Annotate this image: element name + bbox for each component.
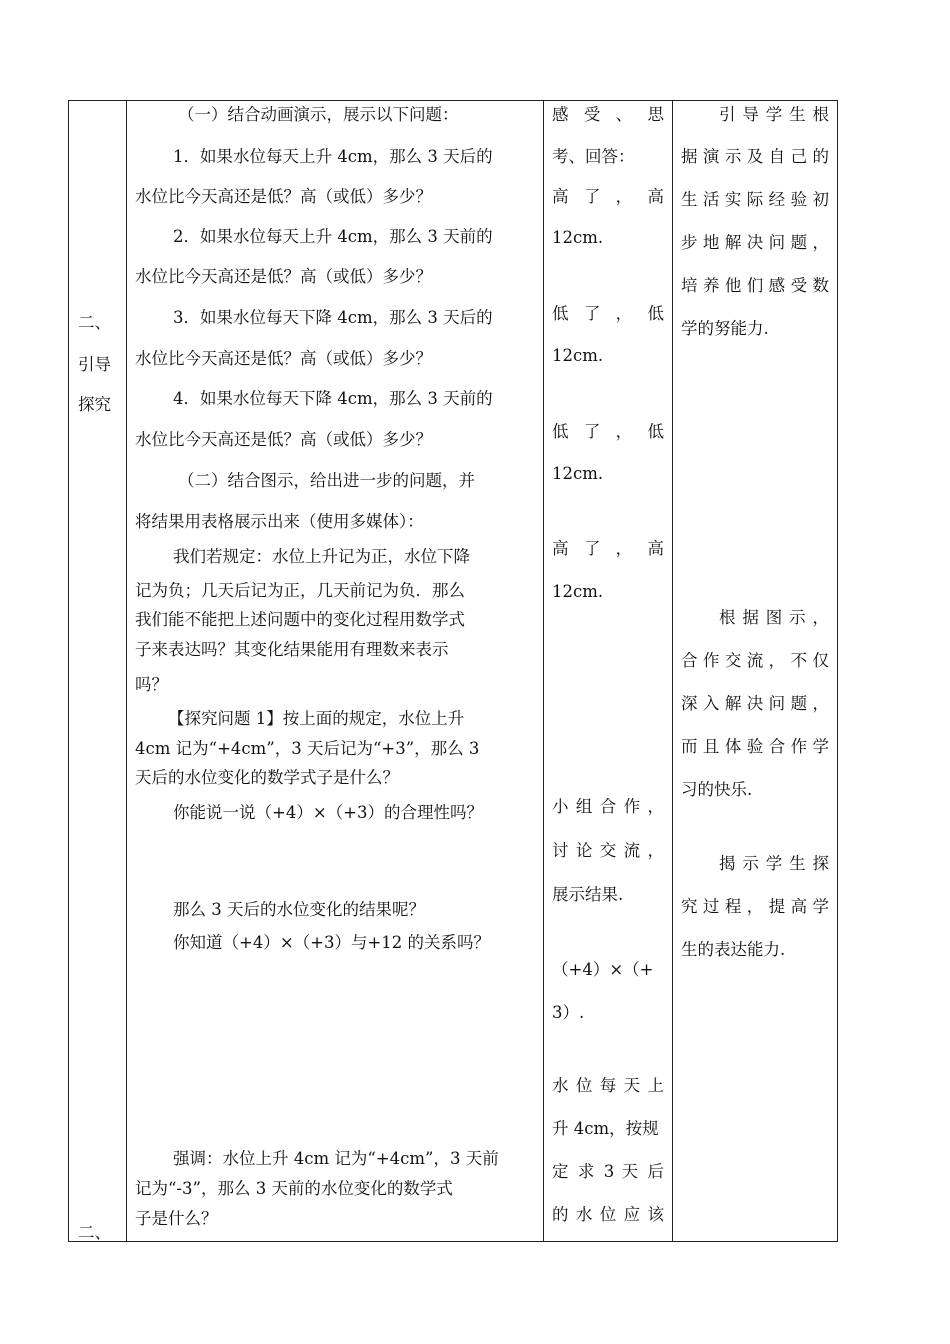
content-line: （二）结合图示，给出进一步的问题，并 [178,471,475,490]
stage-column [69,101,126,1241]
intent-line: 培 养 他 们 感 受 数 [681,276,829,295]
content-line: 子是什么？ [135,1209,218,1228]
content-column [126,101,543,1241]
content-line: 4cm 记为“+4cm”，3 天后记为“+3”，那么 3 [135,739,480,758]
content-line: （一）结合动画演示，展示以下问题： [178,105,459,124]
content-line: 水位比今天高还是低？高（或低）多少？ [135,267,432,286]
stage-label-line: 二、 [78,313,111,332]
intent-line: 学的努能力. [681,319,769,338]
content-line: 我们能不能把上述问题中的变化过程用数学式 [135,610,465,629]
intent-line: 生的表达能力. [681,940,786,959]
student-line: 感 受 、 思 [552,105,664,124]
content-line: 你知道（+4）×（+3）与+12 的关系吗？ [173,933,491,952]
design-intent-column [672,101,839,1241]
stage-label-bottom: 二、 [78,1223,111,1241]
student-line: 的 水 位 应 该 [552,1205,664,1224]
student-line: （+4）×（+ [552,960,654,979]
student-line: 水 位 每 天 上 [552,1076,664,1095]
content-line: 水位比今天高还是低？高（或低）多少？ [135,430,432,449]
intent-line: 步 地 解 决 问 题 ， [681,233,829,252]
student-line: 考、回答： [552,147,635,166]
lesson-plan-table [68,100,838,1242]
content-line: 记为负；几天后记为正，几天前记为负．那么 [135,581,465,600]
student-line: 低 了 ， 低 [552,422,664,441]
student-line: 低 了 ， 低 [552,304,664,323]
content-line: 你能说一说（+4）×（+3）的合理性吗？ [173,803,483,822]
student-line: 12cm. [552,582,604,601]
content-line: 强调：水位上升 4cm 记为“+4cm”，3 天前 [173,1149,499,1168]
content-line: 水位比今天高还是低？高（或低）多少？ [135,349,432,368]
student-line: 高 了 ， 高 [552,539,664,558]
intent-line: 究 过 程 ， 提 高 学 [681,897,829,916]
intent-line: 引 导 学 生 根 [719,105,829,124]
intent-line: 而 且 体 验 合 作 学 [681,737,829,756]
student-line: 定 求 3 天 后 [552,1162,664,1181]
content-line: 1．如果水位每天上升 4cm，那么 3 天后的 [173,147,493,166]
intent-line: 合 作 交 流 ， 不 仅 [681,651,829,670]
intent-line: 据 演 示 及 自 己 的 [681,147,829,166]
content-line: 天后的水位变化的数学式子是什么？ [135,768,399,787]
content-line: 子来表达吗？其变化结果能用有理数来表示 [135,640,449,659]
intent-line: 根 据 图 示 ， [719,608,829,627]
stage-label-line: 探究 [78,395,111,414]
student-line: 升 4cm，按规 [552,1119,659,1138]
content-line: 将结果用表格展示出来（使用多媒体）： [135,512,424,531]
student-line: 3）. [552,1003,585,1022]
content-line: 吗？ [135,675,168,694]
student-line: 讨 论 交 流 ， [552,841,664,860]
content-line: 3．如果水位每天下降 4cm，那么 3 天后的 [173,308,493,327]
content-line: 我们若规定：水位上升记为正，水位下降 [173,547,470,566]
student-line: 高 了 ， 高 [552,187,664,206]
content-line: 【探究问题 1】按上面的规定，水位上升 [168,709,465,728]
student-line: 12cm. [552,464,604,483]
intent-line: 习的快乐. [681,780,753,799]
stage-label-line: 引导 [78,355,111,374]
content-line: 2．如果水位每天上升 4cm，那么 3 天前的 [173,227,493,246]
intent-line: 揭 示 学 生 探 [719,854,829,873]
intent-line: 深 入 解 决 问 题 ， [681,694,829,713]
student-line: 12cm. [552,228,604,247]
student-line: 12cm. [552,346,604,365]
student-activity-column [543,101,672,1241]
intent-line: 生 活 实 际 经 验 初 [681,190,829,209]
student-line: 小 组 合 作 ， [552,797,664,816]
student-line: 展示结果. [552,885,624,904]
content-line: 那么 3 天后的水位变化的结果呢？ [173,900,425,919]
content-line: 水位比今天高还是低？高（或低）多少？ [135,187,432,206]
content-line: 记为“-3”，那么 3 天前的水位变化的数学式 [135,1179,453,1198]
content-line: 4．如果水位每天下降 4cm，那么 3 天前的 [173,389,493,408]
